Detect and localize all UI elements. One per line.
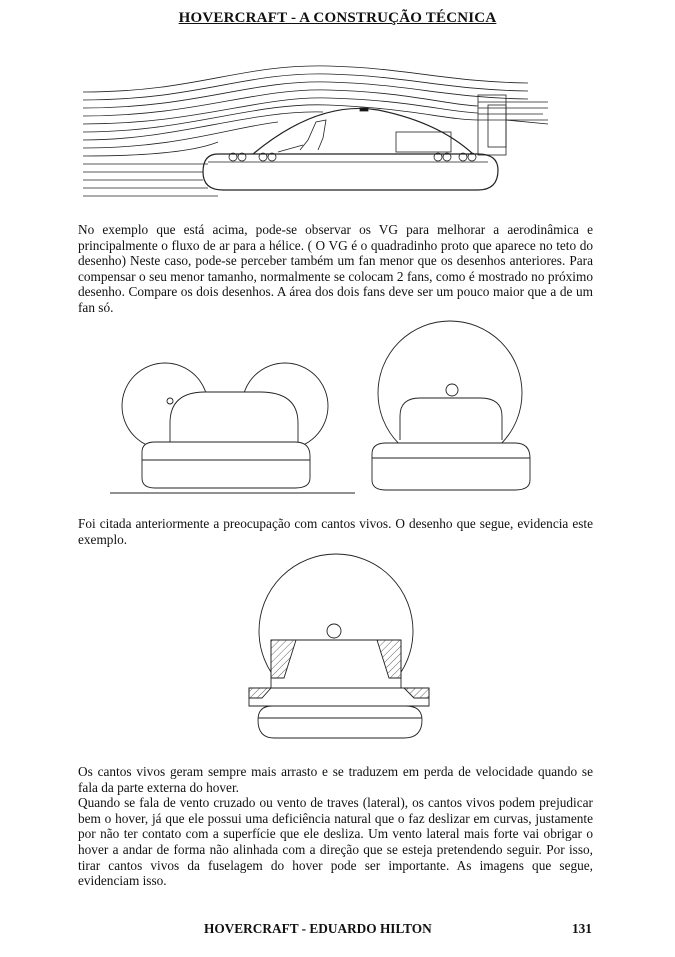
footer-author: HOVERCRAFT - EDUARDO HILTON <box>204 921 432 936</box>
page-title: HOVERCRAFT - A CONSTRUÇÃO TÉCNICA <box>178 10 497 26</box>
paragraph-vg-explanation: No exemplo que está acima, pode-se observar os VG para melhorar a aerodinâmica e principalmente o fluxo de ar para a hélice. ( O VG é o quadradinho proto que aparece no teto do desenho) Neste caso, pode-se perceber também um fan menor que os desenhos anteriores. Para compensar o seu menor tamanho, normalmente se colocam 2 fans, como é mostrado no próximo desenho. Compare os dois desenhos. A área dos dois fans deve ser um pouco maior que a de um fan só. <box>78 222 593 315</box>
fan-comparison-diagram <box>110 318 550 498</box>
paragraph-cantos-vivos-detail: Os cantos vivos geram sempre mais arrasto e se traduzem em perda de velocidade quando se fala da parte externa do hover. Quando se fala de vento cruzado ou vento de traves (lateral), os cantos vivos podem prejudicar bem o hover, já que ele possui uma deficiência natural que o faz deslizar em curvas, justamente por não ter contato com a superfície que ele desliza. Um vento lateral mais forte vai obrigar o hover a andar de forma não alinhada com a direção que se esteja pretendendo seguir. Por isso, tirar cantos vivos da fuselagem do hover pode ser importante. As imagens que segue, evidenciam isso. <box>78 764 593 889</box>
sharp-corners-diagram <box>244 548 434 748</box>
airflow-diagram <box>78 50 558 200</box>
hovercraft-side-view-figure <box>78 50 558 200</box>
two-fan-vs-one-fan-figure <box>110 318 550 498</box>
paragraph-cantos-vivos-intro: Foi citada anteriormente a preocupação com cantos vivos. O desenho que segue, evidencia este exemplo. <box>78 516 593 547</box>
sharp-corners-figure <box>244 548 434 748</box>
page-number: 131 <box>572 921 592 936</box>
